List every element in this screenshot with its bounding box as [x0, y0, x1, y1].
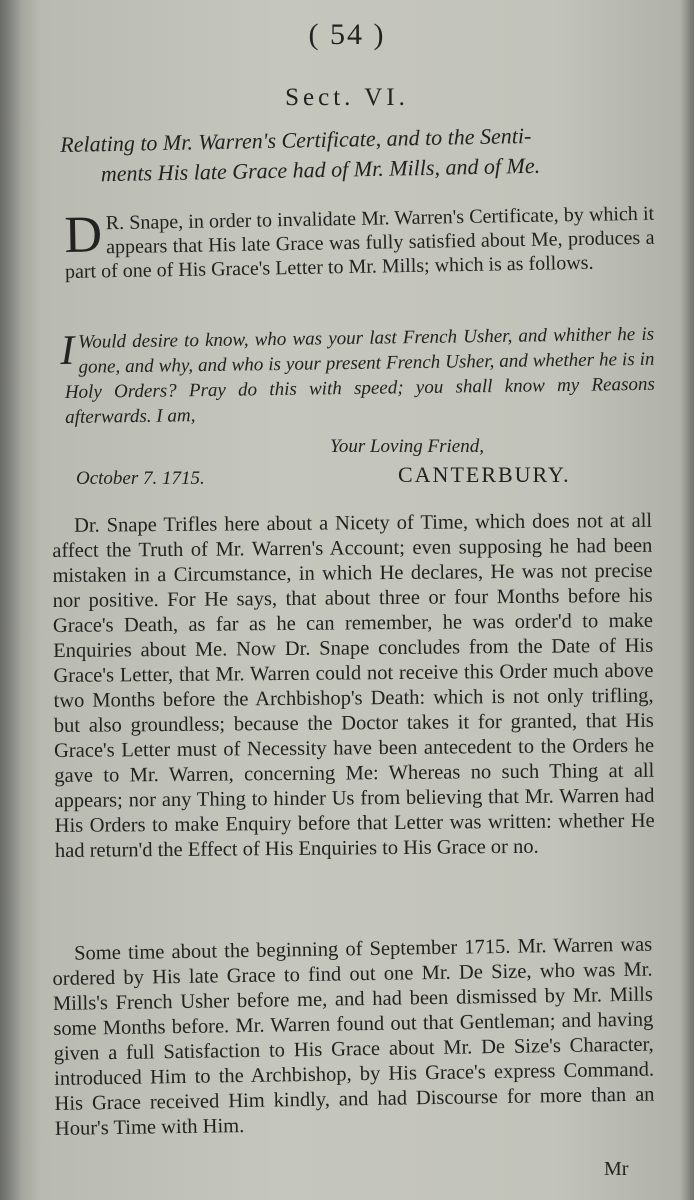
subtitle-line-2: ments His late Grace had of Mr. Mills, and of Me. — [100, 152, 541, 187]
intro-paragraph — [64, 202, 655, 284]
subtitle-line-1: Relating to Mr. Warren's Certificate, and to the Senti- — [60, 122, 532, 157]
page-number: ( 54 ) — [308, 18, 386, 51]
letter-text: Would desire to know, who was your last French Usher, and whither he is gone, and why, and who is your present French Usher, and whether he is in Holy Orders? Pray do this with speed; you shall know my Reasons afterwards. I am, — [64, 323, 655, 428]
letter-closing: Your Loving Friend, — [330, 436, 484, 457]
letter-date: October 7. 1715. — [76, 468, 205, 489]
quoted-letter — [59, 322, 655, 430]
body-paragraph-1: Dr. Snape Trifles here about a Nicety of Time, which does not at all affect the Truth of Mr. Warren's Account; even supposing he had been mistaken in a Circumstance, in which He declares, He was not precise nor positive. For He says, that about three or four Months before his Grace's Death, as far as he can remember, he was order'd to make Enquiries about Me. Now Dr. Snape concludes from the Date of His Grace's Letter, that Mr. Warren could not receive this Order much above two Months before the Archbishop's Death: which is not only trifling, but also groundless; because the Doctor takes it for granted, that His Grace's Letter must of Necessity have been antecedent to the Orders he gave to Mr. Warren, concerning Me: Whereas no such Thing at all appears; nor any Thing to hinder Us from believing that Mr. Warren had His Orders to make Enquiry before that Letter was written: whether He had return'd the Effect of His Enquiries to His Grace or no. — [52, 509, 655, 862]
intro-text: R. Snape, in order to invalidate Mr. Warren's Certificate, by which it appears that His late Grace was fully satisfied about Me, produces a part of one of His Grace's Letter to Mr. Mills; which is as follows. — [64, 202, 655, 283]
catchword: Mr — [604, 1158, 629, 1180]
spine-shadow — [0, 0, 22, 1200]
body-paragraph-2: Some time about the beginning of September 1715. Mr. Warren was ordered by His late Grace to find out one Mr. De Size, who was Mr. Mills's French Usher before me, and had been dismissed by Mr. Mills some Months before. Mr. Warren found out that Gentleman; and having given a full Satisfaction to His Grace about Mr. De Size's Character, introduced Him to the Archbishop, by His Grace's express Command. His Grace received Him kindly, and had Discourse for more than an Hour's Time with Him. — [52, 933, 655, 1140]
letter-signature: CANTERBURY. — [398, 462, 571, 487]
section-subtitle — [60, 119, 651, 190]
letter-drop-cap: I — [59, 327, 75, 375]
intro-drop-cap: D — [63, 206, 103, 264]
page-edge-shadow — [680, 0, 694, 1200]
section-heading: Sect. VI. — [285, 84, 409, 111]
